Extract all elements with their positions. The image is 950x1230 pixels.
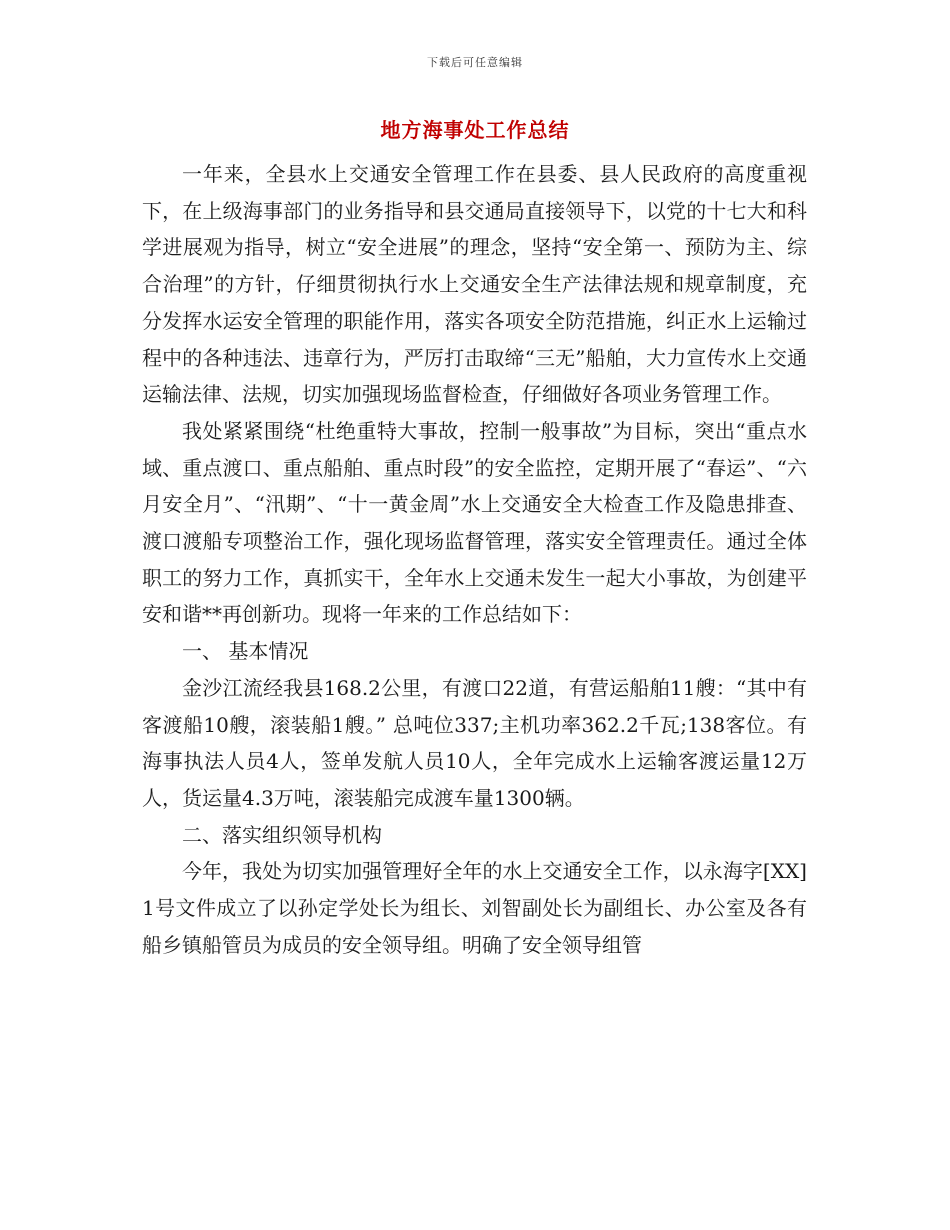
document-title: 地方海事处工作总结 — [380, 118, 570, 142]
header-note: 下载后可任意编辑 — [427, 56, 523, 69]
paragraph-basic-info: 金沙江流经我县168.2公里，有渡口22道，有营运船舶11艘：“其中有客渡船10艘，滚装船1艘。” 总吨位337;主机功率362.2千瓦;138客位。有海事执法人员4人，签单发航人员10人，全年完成水上运输客渡运量12万人，货运量4.3万吨，滚装船完成渡车量1300辆。 — [142, 675, 807, 810]
document-body — [142, 156, 807, 963]
section-heading-organization: 二、落实组织领导机构 — [182, 822, 382, 847]
section-heading-basic-info: 一、 基本情况 — [182, 639, 309, 664]
paragraph-organization: 今年，我处为切实加强管理好全年的水上交通安全工作，以永海字[XX]1号文件成立了以孙定学处长为组长、刘智副处长为副组长、办公室及各有船乡镇船管员为成员的安全领导组。明确了安全领导组管 — [142, 859, 807, 957]
paragraph-intro: 一年来，全县水上交通安全管理工作在县委、县人民政府的高度重视下，在上级海事部门的业务指导和县交通局直接领导下，以党的十七大和科学进展观为指导，树立“安全进展”的理念，坚持“安全第一、预防为主、综合治理”的方针，仔细贯彻执行水上交通安全生产法律法规和规章制度，充分发挥水运安全管理的职能作用，落实各项安全防范措施，纠正水上运输过程中的各种违法、违章行为，严厉打击取缔“三无”船舶，大力宣传水上交通运输法律、法规，切实加强现场监督检查，仔细做好各项业务管理工作。 — [142, 162, 807, 407]
paragraph-goals: 我处紧紧围绕“杜绝重特大事故，控制一般事故”为目标，突出“重点水域、重点渡口、重点船舶、重点时段”的安全监控，定期开展了“春运”、“六月安全月”、“汛期”、“十一黄金周”水上交通安全大检查工作及隐患排查、渡口渡船专项整治工作，强化现场监督管理，落实安全管理责任。通过全体职工的努力工作，真抓实干，全年水上交通未发生一起大小事故，为创建平安和谐**再创新功。现将一年来的工作总结如下： — [142, 418, 807, 627]
